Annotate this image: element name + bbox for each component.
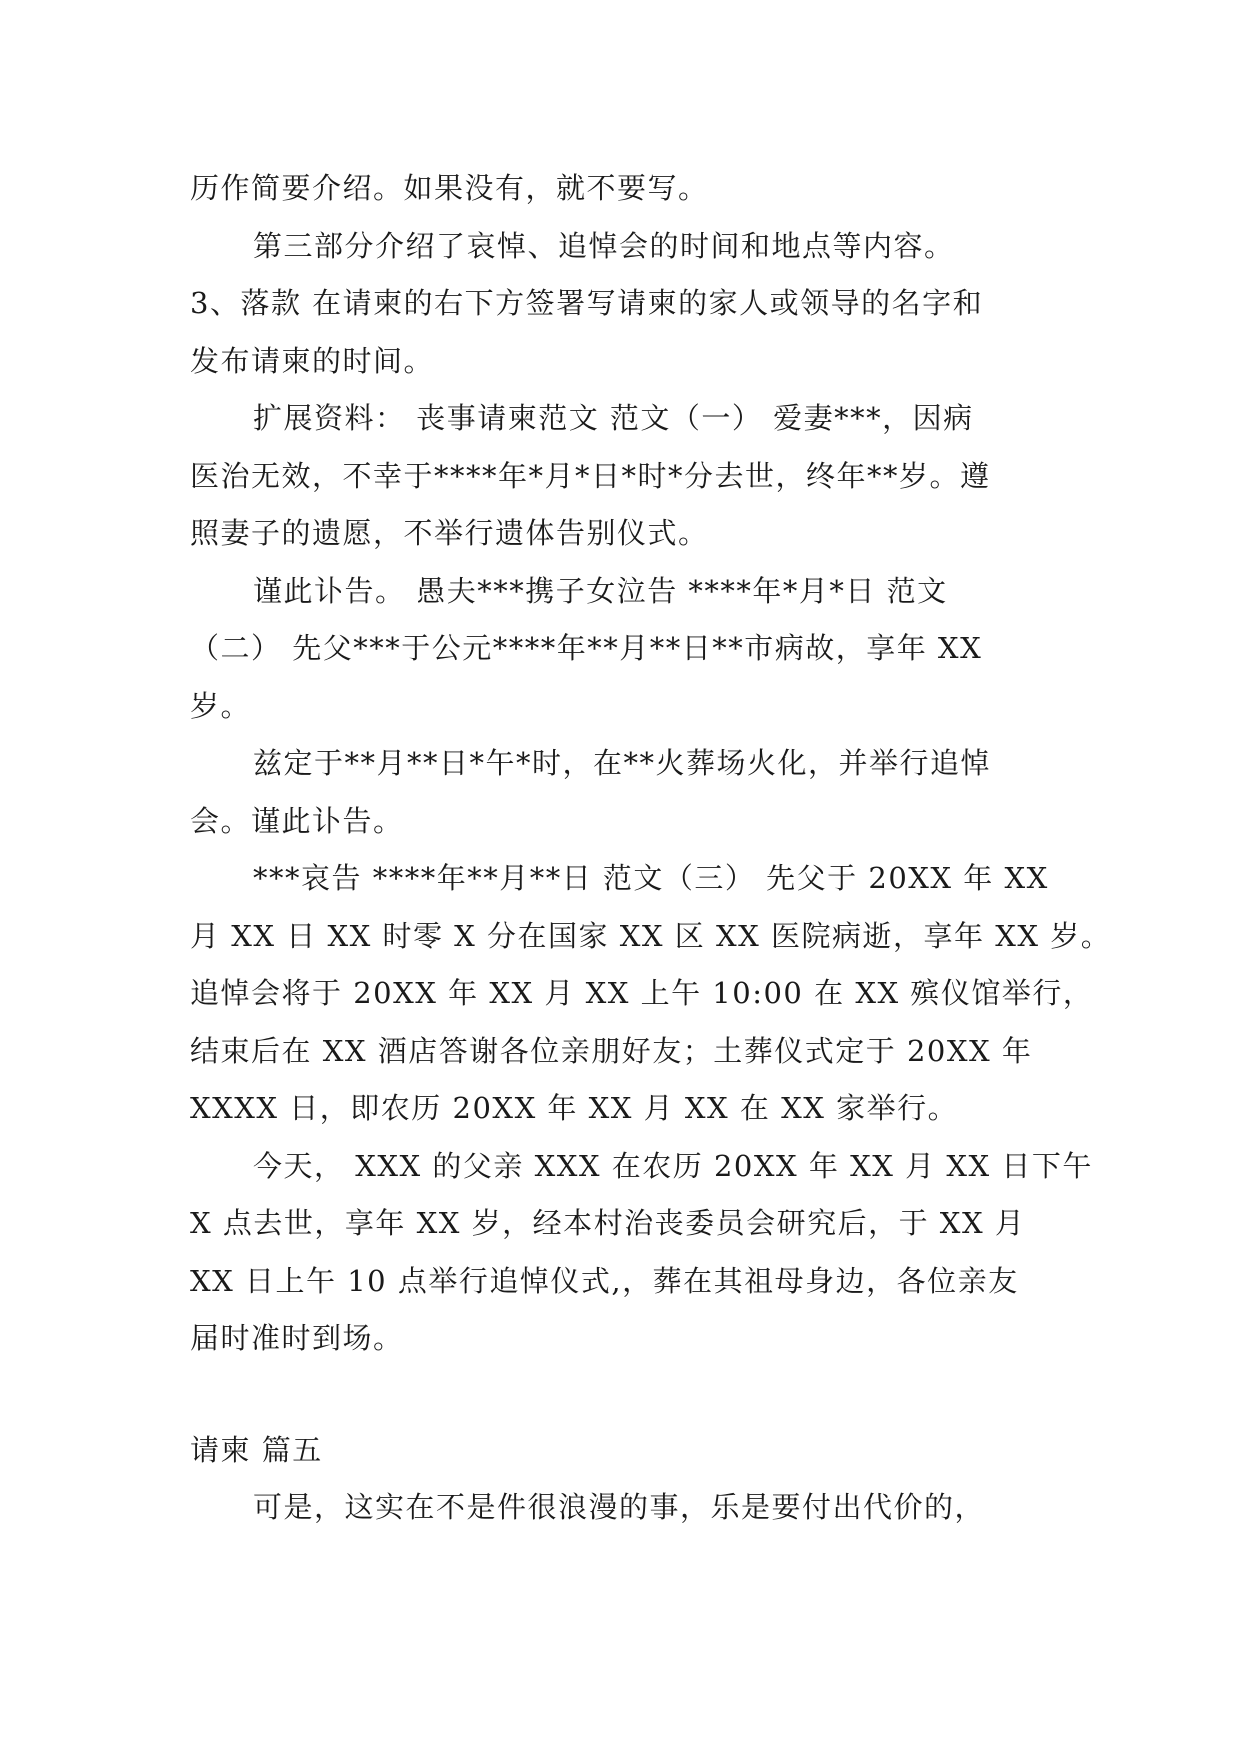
text-line: 届时准时到场。 — [190, 1321, 404, 1355]
section-heading: 请柬 篇五 — [190, 1432, 323, 1467]
text-line: 扩展资料： 丧事请柬范文 范文（一） 爱妻***，因病 — [253, 401, 974, 435]
text-line: XX 日上午 10 点举行追悼仪式,，葬在其祖母身边，各位亲友 — [190, 1263, 1019, 1298]
text-line: X 点去世，享年 XX 岁，经本村治丧委员会研究后，于 XX 月 — [190, 1206, 1026, 1240]
text-line: ***哀告 ****年**月**日 范文（三） 先父于 20XX 年 XX — [253, 861, 1049, 895]
text-line: 月 XX 日 XX 时零 X 分在国家 XX 区 XX 医院病逝，享年 XX 岁。 — [190, 918, 1112, 953]
text-line: 谨此讣告。 愚夫***携子女泣告 ****年*月*日 范文 — [253, 573, 948, 608]
document-body — [190, 160, 1112, 1537]
text-line: 医治无效，不幸于****年*月*日*时*分去世，终年**岁。遵 — [190, 458, 991, 493]
text-line: 会。谨此讣告。 — [190, 803, 404, 838]
text-line: 结束后在 XX 酒店答谢各位亲朋好友；土葬仪式定于 20XX 年 — [190, 1033, 1033, 1068]
text-line: 追悼会将于 20XX 年 XX 月 XX 上午 10:00 在 XX 殡仪馆举行， — [190, 976, 1094, 1010]
text-line: 第三部分介绍了哀悼、追悼会的时间和地点等内容。 — [253, 228, 955, 263]
text-line: （二） 先父***于公元****年**月**日**市病故，享年 XX — [190, 631, 983, 665]
text-line: 照妻子的遗愿，不举行遗体告别仪式。 — [190, 516, 709, 550]
text-line: 发布请柬的时间。 — [190, 343, 435, 378]
text-line: XXXX 日，即农历 20XX 年 XX 月 XX 在 XX 家举行。 — [190, 1091, 959, 1125]
text-line: 今天， XXX 的父亲 XXX 在农历 20XX 年 XX 月 XX 日下午 — [253, 1148, 1093, 1183]
text-line: 岁。 — [190, 688, 252, 723]
text-line: 3、落款 在请柬的右下方签署写请柬的家人或领导的名字和 — [190, 286, 984, 320]
text-line: 历作简要介绍。如果没有，就不要写。 — [190, 171, 709, 205]
text-line: 可是，这实在不是件很浪漫的事，乐是要付出代价的， — [253, 1490, 986, 1524]
text-line: 兹定于**月**日*午*时，在**火葬场火化，并举行追悼 — [253, 746, 992, 780]
